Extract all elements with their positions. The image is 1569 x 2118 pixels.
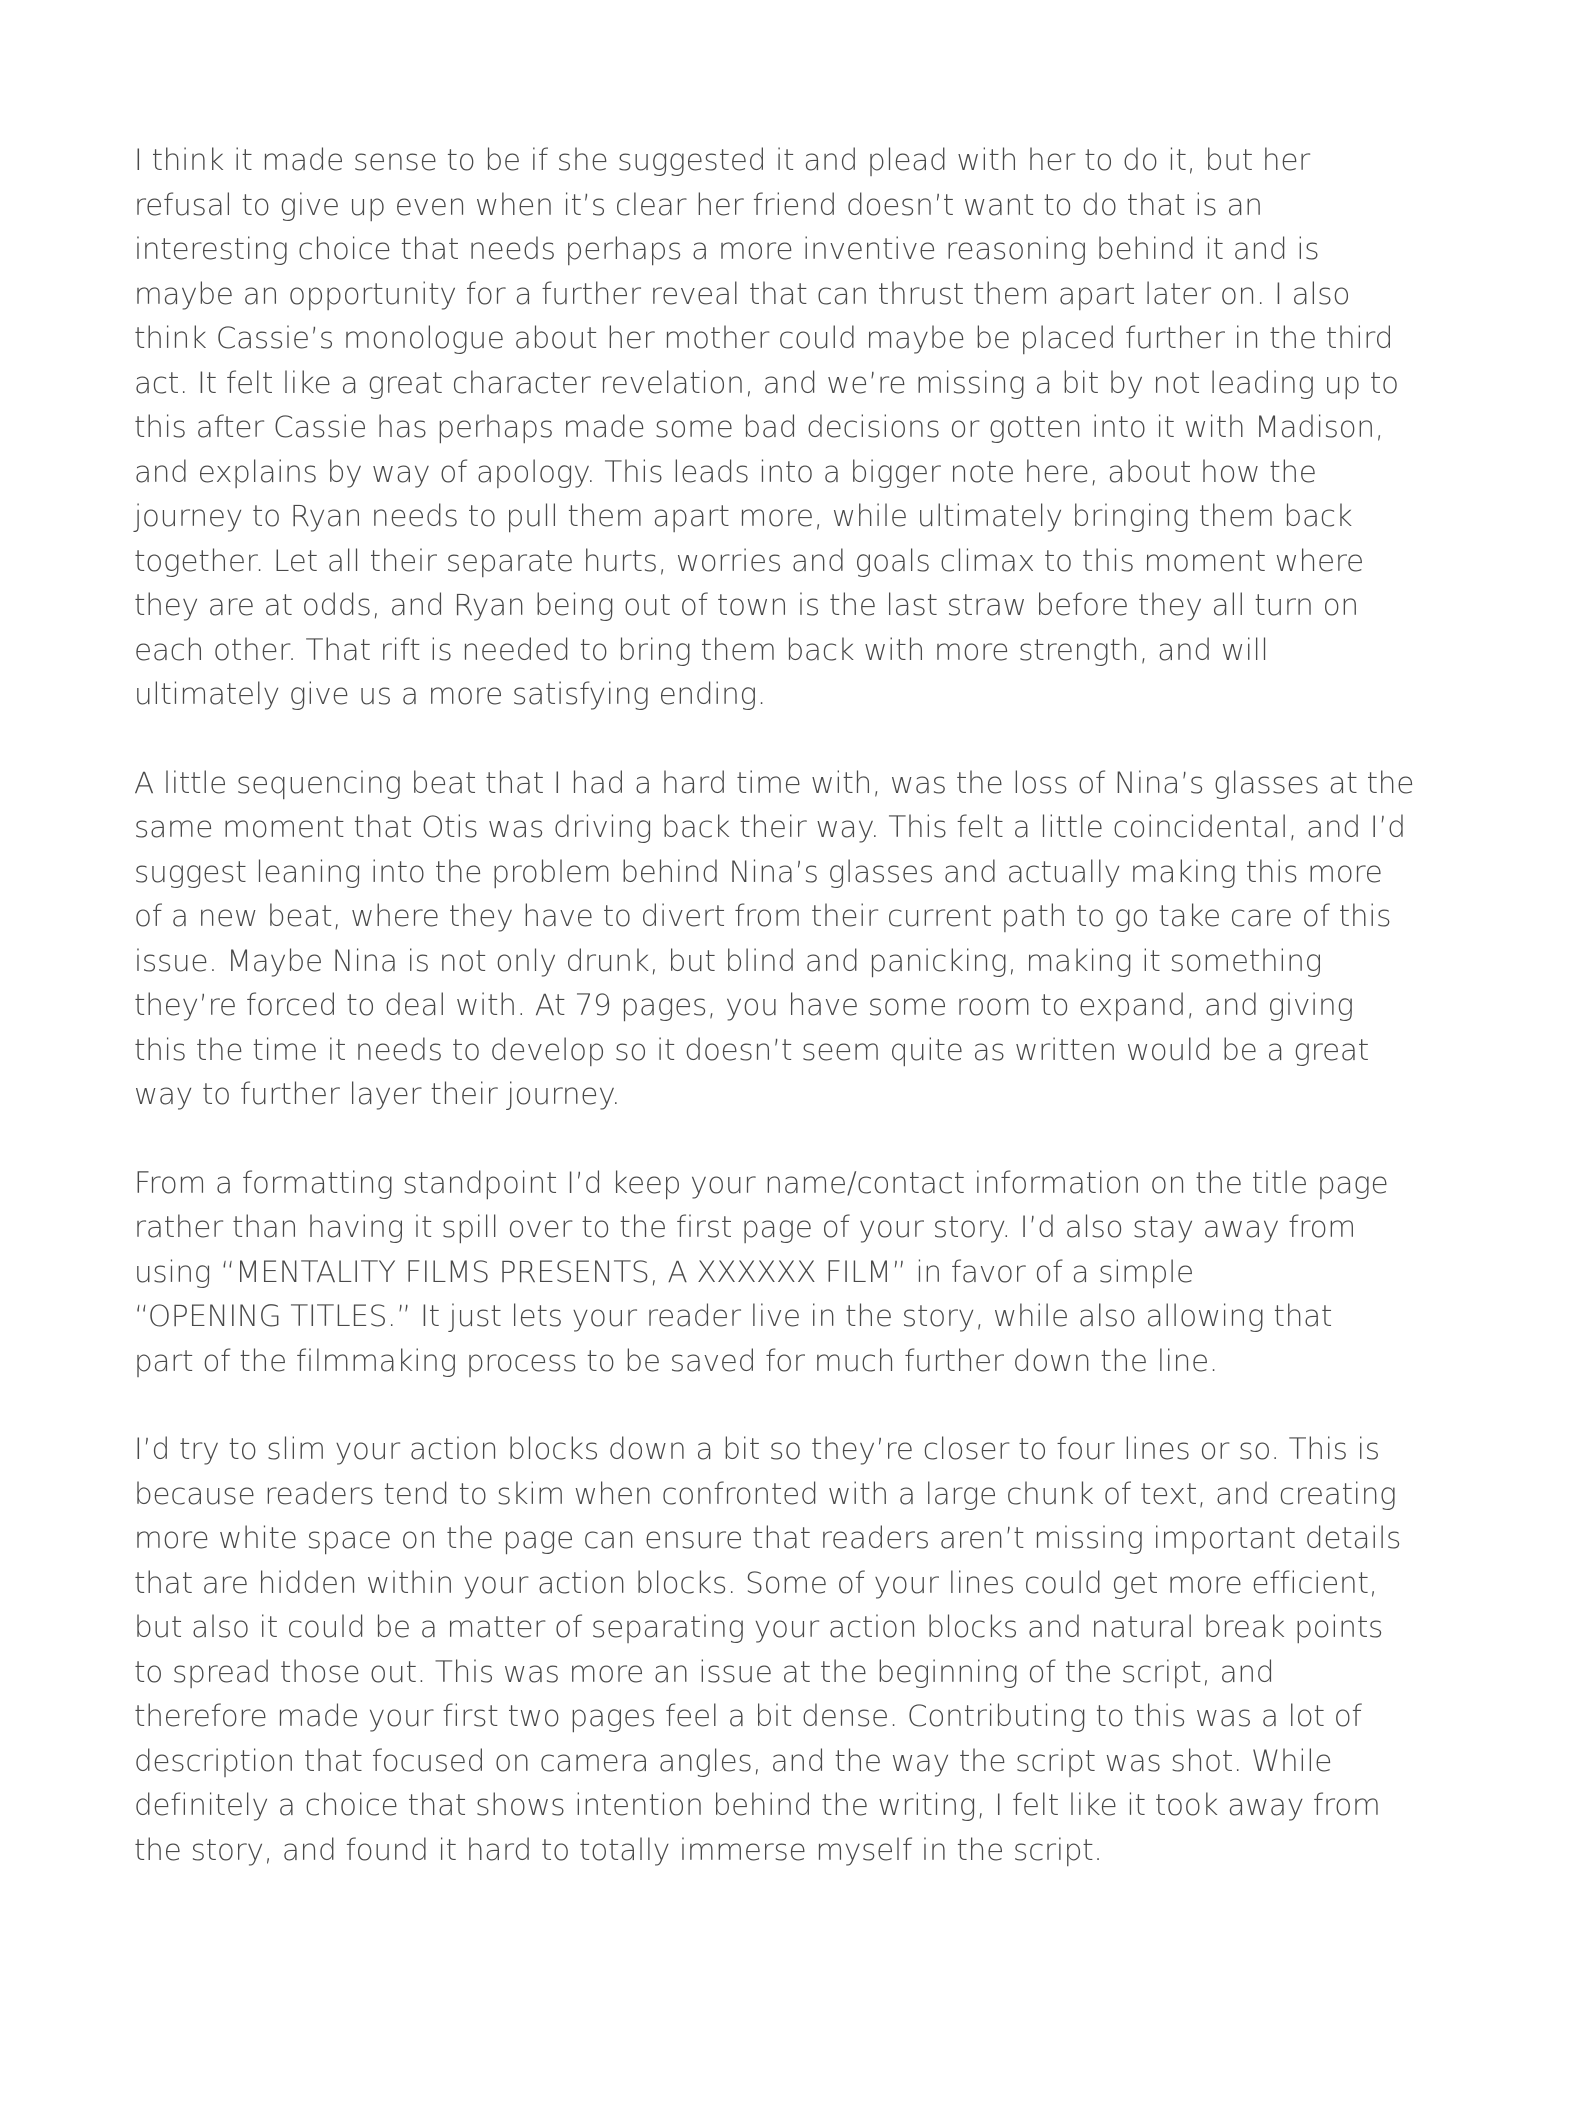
text-line: I think it made sense to be if she suggested it and plead with her to do it, but her xyxy=(134,143,1311,177)
text-line: same moment that Otis was driving back their way. This felt a little coincidental, and I’d xyxy=(134,810,1406,844)
text-line: issue. Maybe Nina is not only drunk, but blind and panicking, making it something xyxy=(134,943,1323,978)
text-line: interesting choice that needs perhaps a more inventive reasoning behind it and is xyxy=(134,232,1320,266)
text-line: ultimately give us a more satisfying ending. xyxy=(134,677,767,711)
text-line: suggest leaning into the problem behind Nina’s glasses and actually making this more xyxy=(134,854,1383,889)
text-line: refusal to give up even when it’s clear her friend doesn’t want to do that is an xyxy=(134,187,1263,222)
text-line: journey to Ryan needs to pull them apart more, while ultimately bringing them back xyxy=(134,499,1353,533)
paragraph-4 xyxy=(134,1427,1454,1872)
paragraph-3 xyxy=(134,1161,1454,1384)
document-body xyxy=(134,138,1454,1916)
text-line: this after Cassie has perhaps made some bad decisions or gotten into it with Madison, xyxy=(134,410,1384,444)
text-line: more white space on the page can ensure that readers aren’t missing important details xyxy=(134,1521,1402,1555)
text-line: From a formatting standpoint I’d keep your name/contact information on the title page xyxy=(134,1165,1389,1200)
text-line: each other. That rift is needed to bring them back with more strength, and will xyxy=(134,632,1269,667)
text-line: using “MENTALITY FILMS PRESENTS, A XXXXXX FILM” in favor of a simple xyxy=(134,1254,1194,1289)
text-line: I’d try to slim your action blocks down a bit so they’re closer to four lines or so. This is xyxy=(134,1432,1380,1466)
text-line: part of the filmmaking process to be saved for much further down the line. xyxy=(134,1343,1218,1378)
text-line: maybe an opportunity for a further reveal that can thrust them apart later on. I also xyxy=(134,276,1351,311)
text-line: they’re forced to deal with. At 79 pages, you have some room to expand, and giving xyxy=(134,988,1354,1022)
text-line: think Cassie’s monologue about her mother could maybe be placed further in the third xyxy=(134,321,1394,355)
text-line: the story, and found it hard to totally immerse myself in the script. xyxy=(134,1832,1103,1867)
text-line: and explains by way of apology. This leads into a bigger note here, about how the xyxy=(134,454,1317,489)
text-line: together. Let all their separate hurts, worries and goals climax to this moment where xyxy=(134,543,1364,578)
text-line: that are hidden within your action blocks. Some of your lines could get more efficient, xyxy=(134,1565,1378,1600)
text-line: of a new beat, where they have to divert from their current path to go take care of this xyxy=(134,899,1392,933)
text-line: rather than having it spill over to the first page of your story. I’d also stay away from xyxy=(134,1210,1356,1244)
text-line: definitely a choice that shows intention behind the writing, I felt like it took away from xyxy=(134,1788,1381,1822)
text-line: this the time it needs to develop so it doesn’t seem quite as written would be a great xyxy=(134,1032,1369,1067)
text-line: they are at odds, and Ryan being out of town is the last straw before they all turn on xyxy=(134,588,1359,622)
paragraph-1 xyxy=(134,138,1454,717)
text-line: “OPENING TITLES.” It just lets your reader live in the story, while also allowing that xyxy=(134,1299,1333,1333)
paragraph-2 xyxy=(134,761,1454,1117)
text-line: therefore made your first two pages feel a bit dense. Contributing to this was a lot of xyxy=(134,1699,1362,1733)
text-line: way to further layer their journey. xyxy=(134,1077,621,1111)
text-line: description that focused on camera angles, and the way the script was shot. While xyxy=(134,1743,1333,1778)
text-line: to spread those out. This was more an issue at the beginning of the script, and xyxy=(134,1654,1275,1689)
text-line: because readers tend to skim when confronted with a large chunk of text, and creating xyxy=(134,1476,1397,1511)
text-line: act. It felt like a great character revelation, and we’re missing a bit by not leading up to xyxy=(134,365,1399,400)
text-line: but also it could be a matter of separating your action blocks and natural break points xyxy=(134,1610,1384,1644)
text-line: A little sequencing beat that I had a hard time with, was the loss of Nina’s glasses at the xyxy=(134,765,1415,800)
